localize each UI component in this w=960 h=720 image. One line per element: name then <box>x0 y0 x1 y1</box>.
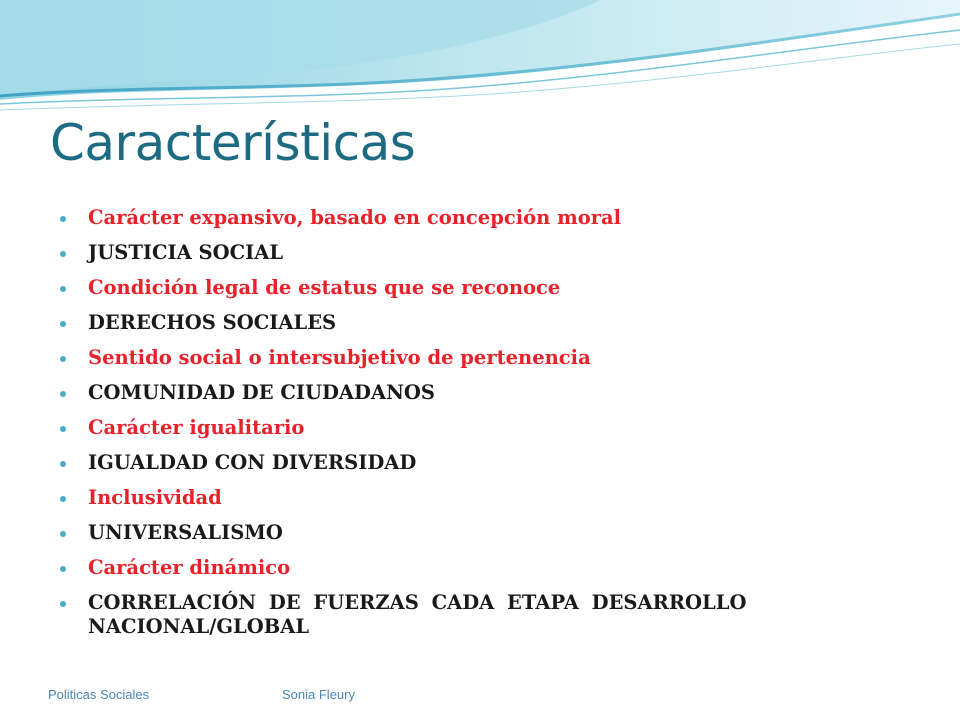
bullet-text: Inclusividad <box>88 486 222 509</box>
bullet-text: JUSTICIA SOCIAL <box>88 241 284 264</box>
list-item <box>58 451 918 475</box>
bullet-text: Condición legal de estatus que se reconoce <box>88 276 561 299</box>
bullet-text: Sentido social o intersubjetivo de pertenencia <box>88 346 591 369</box>
bullet-dot-icon <box>60 321 66 327</box>
bullet-list <box>58 206 918 650</box>
bullet-text: Carácter dinámico <box>88 556 291 579</box>
bullet-dot-icon <box>60 356 66 362</box>
bullet-dot-icon <box>60 286 66 292</box>
bullet-text: Carácter igualitario <box>88 416 305 439</box>
bullet-dot-icon <box>60 566 66 572</box>
bullet-text: COMUNIDAD DE CIUDADANOS <box>88 381 435 404</box>
bullet-text: IGUALDAD CON DIVERSIDAD <box>88 451 417 474</box>
list-item <box>58 381 918 405</box>
bullet-dot-icon <box>60 216 66 222</box>
bullet-dot-icon <box>60 391 66 397</box>
footer-left-text: Politicas Sociales <box>48 687 150 702</box>
bullet-dot-icon <box>60 251 66 257</box>
bullet-dot-icon <box>60 426 66 432</box>
list-item <box>58 346 918 370</box>
list-item <box>58 241 918 265</box>
bullet-dot-icon <box>60 531 66 537</box>
list-item <box>58 486 918 510</box>
slide-title: Características <box>50 114 416 172</box>
bullet-text: UNIVERSALISMO <box>88 521 283 544</box>
list-item <box>58 591 918 639</box>
bullet-text: CORRELACIÓN DE FUERZAS CADA ETAPA DESARROLLO NACIONAL/GLOBAL <box>88 591 747 638</box>
bullet-text: DERECHOS SOCIALES <box>88 311 337 334</box>
list-item <box>58 206 918 230</box>
bullet-dot-icon <box>60 601 66 607</box>
list-item <box>58 521 918 545</box>
bullet-dot-icon <box>60 496 66 502</box>
list-item <box>58 556 918 580</box>
list-item <box>58 276 918 300</box>
bullet-dot-icon <box>60 461 66 467</box>
list-item <box>58 416 918 440</box>
footer-center-text: Sonia Fleury <box>282 687 355 702</box>
bullet-text: Carácter expansivo, basado en concepción moral <box>88 206 622 229</box>
list-item <box>58 311 918 335</box>
